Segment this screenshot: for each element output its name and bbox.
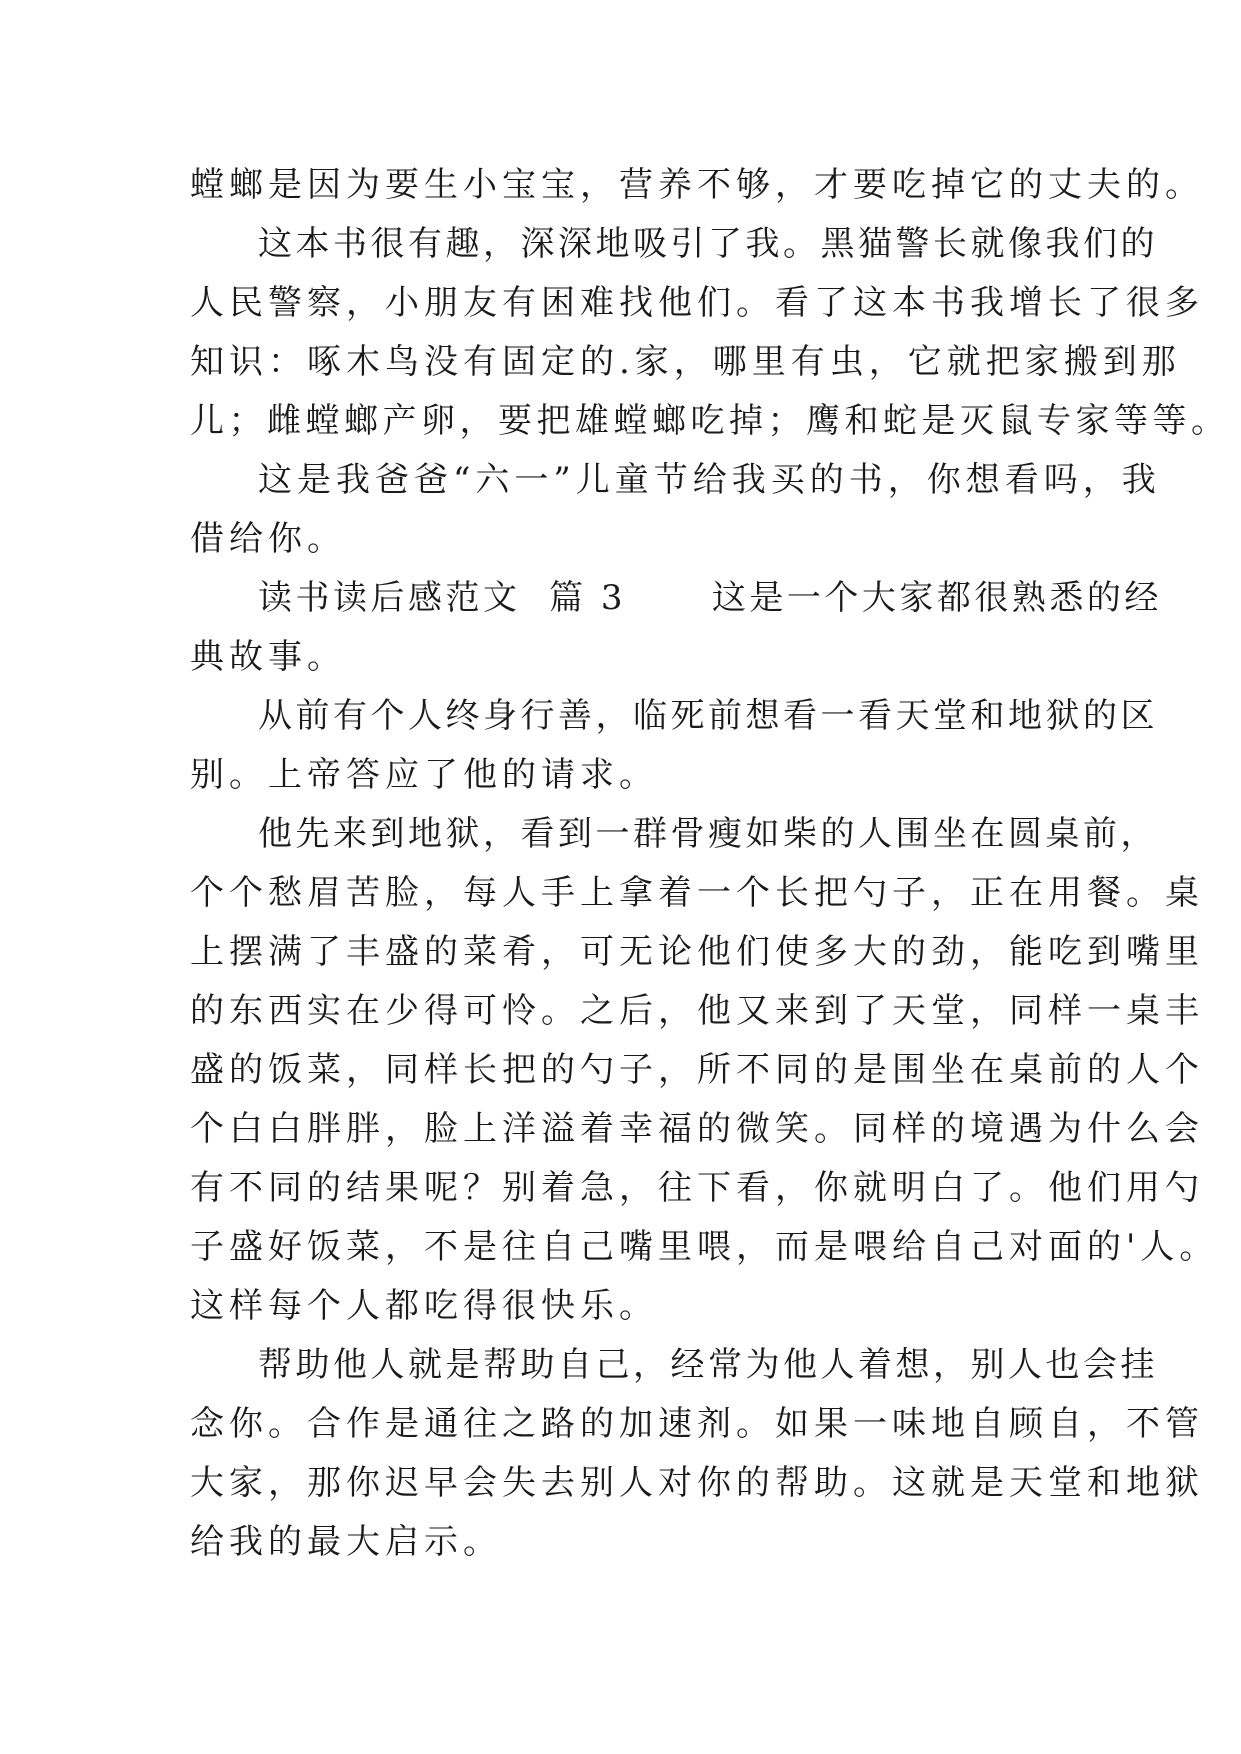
text-line: 大家，那你迟早会失去别人对你的帮助。这就是天堂和地狱	[190, 1463, 1204, 1503]
text-line: 知识：啄木鸟没有固定的.家，哪里有虫，它就把家搬到那	[190, 342, 1181, 382]
text-line: 从前有个人终身行善，临死前想看一看天堂和地狱的区	[258, 696, 1158, 736]
text-line: 有不同的结果呢？别着急，往下看，你就明白了。他们用勺	[190, 1168, 1204, 1208]
text-line: 个白白胖胖，脸上洋溢着幸福的微笑。同样的境遇为什么会	[190, 1109, 1204, 1149]
text-line: 这样每个人都吃得很快乐。	[190, 1286, 658, 1326]
text-line: 上摆满了丰盛的菜肴，可无论他们使多大的劲，能吃到嘴里	[190, 932, 1204, 972]
text-line: 他先来到地狱，看到一群骨瘦如柴的人围坐在圆桌前，	[258, 814, 1158, 854]
text-line: 帮助他人就是帮助自己，经常为他人着想，别人也会挂	[258, 1345, 1158, 1385]
text-line: 念你。合作是通往之路的加速剂。如果一味地自顾自，不管	[190, 1404, 1204, 1444]
text-line: 个个愁眉苦脸，每人手上拿着一个长把勺子，正在用餐。桌	[190, 873, 1204, 913]
text-line: 盛的饭菜，同样长把的勺子，所不同的是围坐在桌前的人个	[190, 1050, 1204, 1090]
text-line: 典故事。	[190, 637, 346, 677]
text-line: 这本书很有趣，深深地吸引了我。黑猫警长就像我们的	[258, 224, 1158, 264]
text-line: 别。上帝答应了他的请求。	[190, 755, 658, 795]
text-line: 读书读后感范文 篇 3 这是一个大家都很熟悉的经	[258, 578, 1162, 618]
text-line: 子盛好饭菜，不是往自己嘴里喂，而是喂给自己对面的'人。	[190, 1227, 1219, 1267]
text-line: 螳螂是因为要生小宝宝，营养不够，才要吃掉它的丈夫的。	[190, 165, 1204, 205]
text-line: 借给你。	[190, 519, 346, 559]
document-body	[190, 156, 1230, 1572]
text-line: 给我的最大启示。	[190, 1522, 502, 1562]
text-line: 的东西实在少得可怜。之后，他又来到了天堂，同样一桌丰	[190, 991, 1204, 1031]
text-line: 人民警察，小朋友有困难找他们。看了这本书我增长了很多	[190, 283, 1204, 323]
text-line: 这是我爸爸“六一”儿童节给我买的书，你想看吗，我	[258, 460, 1161, 500]
text-line: 儿；雌螳螂产卵，要把雄螳螂吃掉；鹰和蛇是灭鼠专家等等。	[190, 401, 1230, 441]
